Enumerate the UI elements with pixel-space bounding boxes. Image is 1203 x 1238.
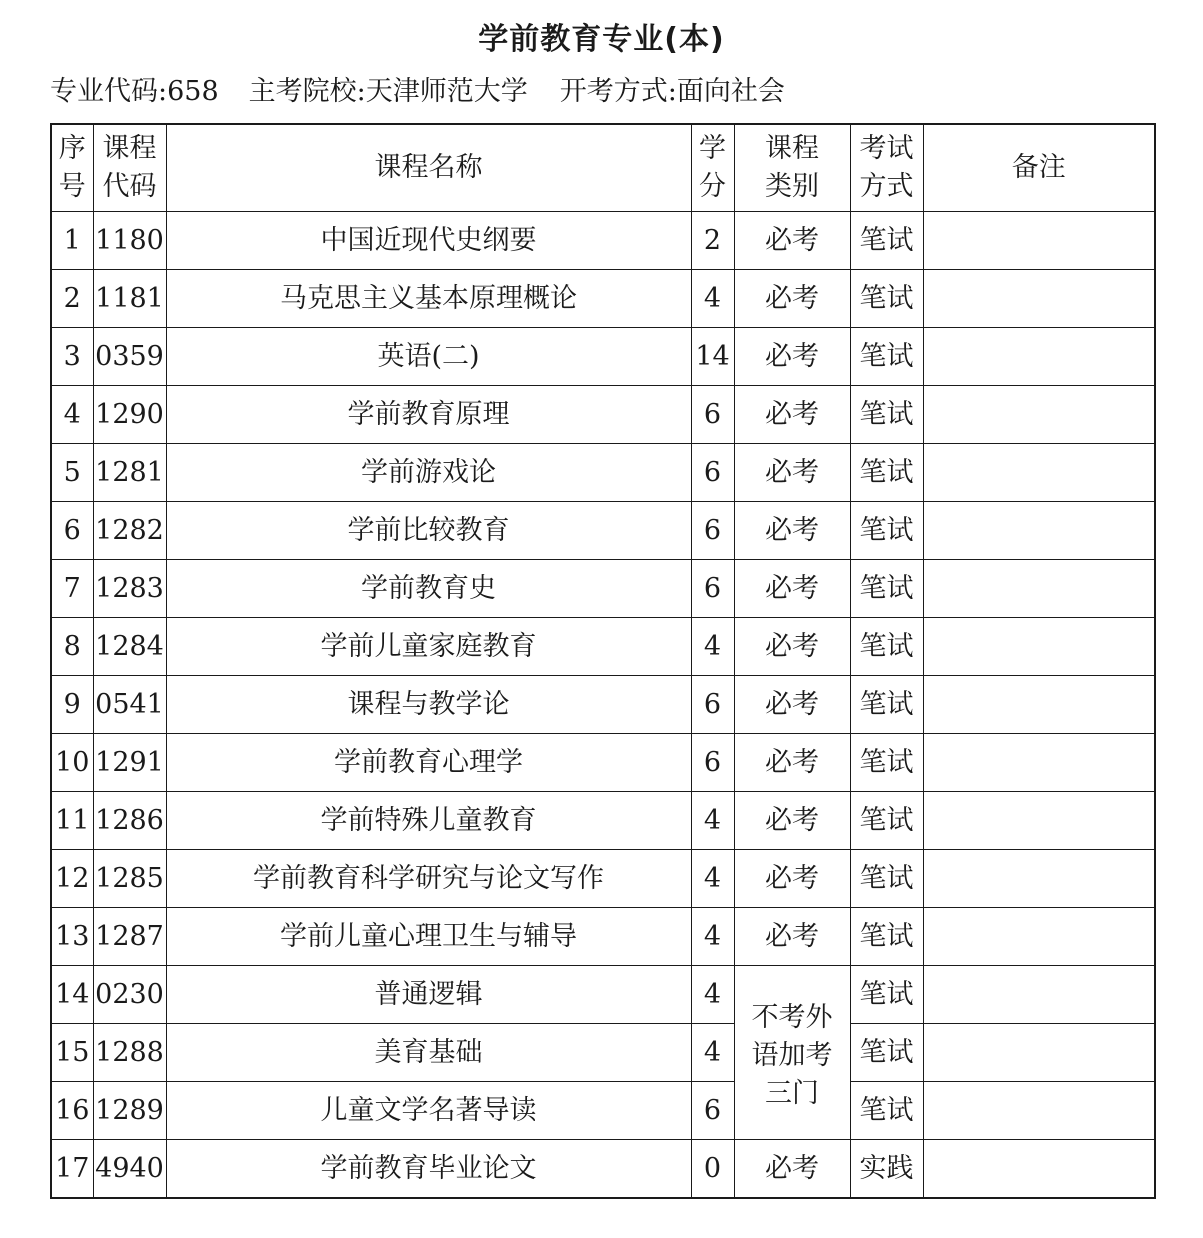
header-course-name: 课程名称 [166,124,691,212]
cell-no: 11 [51,792,93,850]
cell-course-code: 1285 [93,850,166,908]
cell-course-code: 4940 [93,1140,166,1199]
header-course-type: 课程 类别 [734,124,850,212]
cell-course-code: 0541 [93,676,166,734]
cell-no: 15 [51,1024,93,1082]
table-row [51,734,1155,792]
exam-mode: 开考方式:面向社会 [559,76,785,107]
table-row [51,270,1155,328]
cell-course-type: 必考 [734,676,850,734]
table-row [51,328,1155,386]
table-row [51,560,1155,618]
cell-exam-method: 笔试 [850,792,923,850]
cell-note [923,1140,1155,1199]
cell-exam-method: 笔试 [850,560,923,618]
cell-course-name: 中国近现代史纲要 [166,212,691,270]
cell-course-type: 必考 [734,328,850,386]
cell-exam-method: 笔试 [850,966,923,1024]
cell-course-code: 0230 [93,966,166,1024]
cell-note [923,328,1155,386]
cell-exam-method: 笔试 [850,212,923,270]
cell-no: 12 [51,850,93,908]
cell-course-code: 1181 [93,270,166,328]
cell-exam-method: 笔试 [850,502,923,560]
table-row [51,1082,1155,1140]
cell-note [923,444,1155,502]
cell-course-name: 英语(二) [166,328,691,386]
cell-course-name: 儿童文学名著导读 [166,1082,691,1140]
cell-credit: 6 [691,444,734,502]
table-row [51,1140,1155,1199]
cell-credit: 4 [691,792,734,850]
cell-note [923,1024,1155,1082]
cell-no: 7 [51,560,93,618]
cell-course-code: 1287 [93,908,166,966]
cell-credit: 4 [691,1024,734,1082]
cell-no: 8 [51,618,93,676]
cell-course-code: 1286 [93,792,166,850]
cell-no: 13 [51,908,93,966]
cell-credit: 2 [691,212,734,270]
table-row [51,908,1155,966]
cell-credit: 6 [691,676,734,734]
cell-course-name: 学前游戏论 [166,444,691,502]
cell-course-type: 必考 [734,792,850,850]
table-row [51,212,1155,270]
major-code: 专业代码:658 [50,76,219,107]
cell-no: 9 [51,676,93,734]
cell-credit: 14 [691,328,734,386]
cell-exam-method: 笔试 [850,1024,923,1082]
cell-credit: 4 [691,850,734,908]
header-no: 序 号 [51,124,93,212]
cell-no: 1 [51,212,93,270]
cell-exam-method: 笔试 [850,386,923,444]
cell-exam-method: 笔试 [850,676,923,734]
exam-school: 主考院校:天津师范大学 [248,76,528,107]
header-note: 备注 [923,124,1155,212]
cell-course-code: 1289 [93,1082,166,1140]
cell-course-name: 学前特殊儿童教育 [166,792,691,850]
cell-no: 5 [51,444,93,502]
cell-course-type: 必考 [734,908,850,966]
cell-note [923,676,1155,734]
cell-credit: 4 [691,966,734,1024]
cell-course-code: 1284 [93,618,166,676]
cell-credit: 4 [691,908,734,966]
course-table [50,123,1156,1199]
cell-note [923,618,1155,676]
cell-course-name: 普通逻辑 [166,966,691,1024]
cell-no: 10 [51,734,93,792]
table-row [51,850,1155,908]
cell-no: 2 [51,270,93,328]
cell-no: 14 [51,966,93,1024]
header-credit: 学 分 [691,124,734,212]
cell-course-code: 0359 [93,328,166,386]
cell-course-type: 必考 [734,270,850,328]
cell-note [923,386,1155,444]
cell-exam-method: 笔试 [850,908,923,966]
cell-note [923,908,1155,966]
cell-course-code: 1291 [93,734,166,792]
cell-exam-method: 笔试 [850,734,923,792]
cell-note [923,734,1155,792]
cell-note [923,850,1155,908]
cell-course-type: 必考 [734,850,850,908]
cell-credit: 4 [691,270,734,328]
cell-credit: 0 [691,1140,734,1199]
cell-course-name: 学前教育史 [166,560,691,618]
cell-exam-method: 笔试 [850,444,923,502]
cell-course-type: 必考 [734,444,850,502]
table-row [51,386,1155,444]
cell-exam-method: 实践 [850,1140,923,1199]
cell-course-type: 必考 [734,618,850,676]
cell-credit: 6 [691,560,734,618]
cell-note [923,1082,1155,1140]
cell-note [923,212,1155,270]
table-row [51,792,1155,850]
cell-no: 3 [51,328,93,386]
cell-course-name: 学前教育原理 [166,386,691,444]
cell-course-name: 学前儿童心理卫生与辅导 [166,908,691,966]
table-row [51,966,1155,1024]
table-row [51,502,1155,560]
cell-course-code: 1180 [93,212,166,270]
cell-course-code: 1290 [93,386,166,444]
cell-course-name: 美育基础 [166,1024,691,1082]
cell-course-name: 学前比较教育 [166,502,691,560]
table-row [51,618,1155,676]
cell-note [923,502,1155,560]
major-info-line [50,70,785,114]
cell-course-type: 必考 [734,386,850,444]
cell-note [923,270,1155,328]
cell-no: 4 [51,386,93,444]
cell-credit: 6 [691,386,734,444]
cell-course-code: 1281 [93,444,166,502]
cell-course-name: 学前儿童家庭教育 [166,618,691,676]
cell-course-type: 必考 [734,502,850,560]
page-title: 学前教育专业(本) [478,22,725,57]
course-table-body [51,212,1155,1199]
header-course-code: 课程 代码 [93,124,166,212]
cell-exam-method: 笔试 [850,270,923,328]
cell-course-type-merged: 不考外 语加考 三门 [734,966,850,1140]
cell-course-name: 马克思主义基本原理概论 [166,270,691,328]
cell-exam-method: 笔试 [850,618,923,676]
cell-note [923,560,1155,618]
cell-no: 17 [51,1140,93,1199]
cell-exam-method: 笔试 [850,850,923,908]
cell-course-type: 必考 [734,734,850,792]
header-exam-method: 考试 方式 [850,124,923,212]
cell-course-type: 必考 [734,212,850,270]
cell-no: 6 [51,502,93,560]
cell-note [923,966,1155,1024]
cell-course-code: 1288 [93,1024,166,1082]
cell-no: 16 [51,1082,93,1140]
cell-credit: 4 [691,618,734,676]
cell-exam-method: 笔试 [850,328,923,386]
cell-credit: 6 [691,1082,734,1140]
cell-course-name: 学前教育毕业论文 [166,1140,691,1199]
cell-course-name: 学前教育科学研究与论文写作 [166,850,691,908]
table-row [51,676,1155,734]
cell-course-type: 必考 [734,560,850,618]
cell-credit: 6 [691,502,734,560]
cell-course-name: 学前教育心理学 [166,734,691,792]
cell-course-code: 1282 [93,502,166,560]
table-header-row [51,124,1155,212]
cell-credit: 6 [691,734,734,792]
table-row [51,444,1155,502]
cell-note [923,792,1155,850]
cell-course-type: 必考 [734,1140,850,1199]
cell-exam-method: 笔试 [850,1082,923,1140]
table-row [51,1024,1155,1082]
cell-course-code: 1283 [93,560,166,618]
cell-course-name: 课程与教学论 [166,676,691,734]
